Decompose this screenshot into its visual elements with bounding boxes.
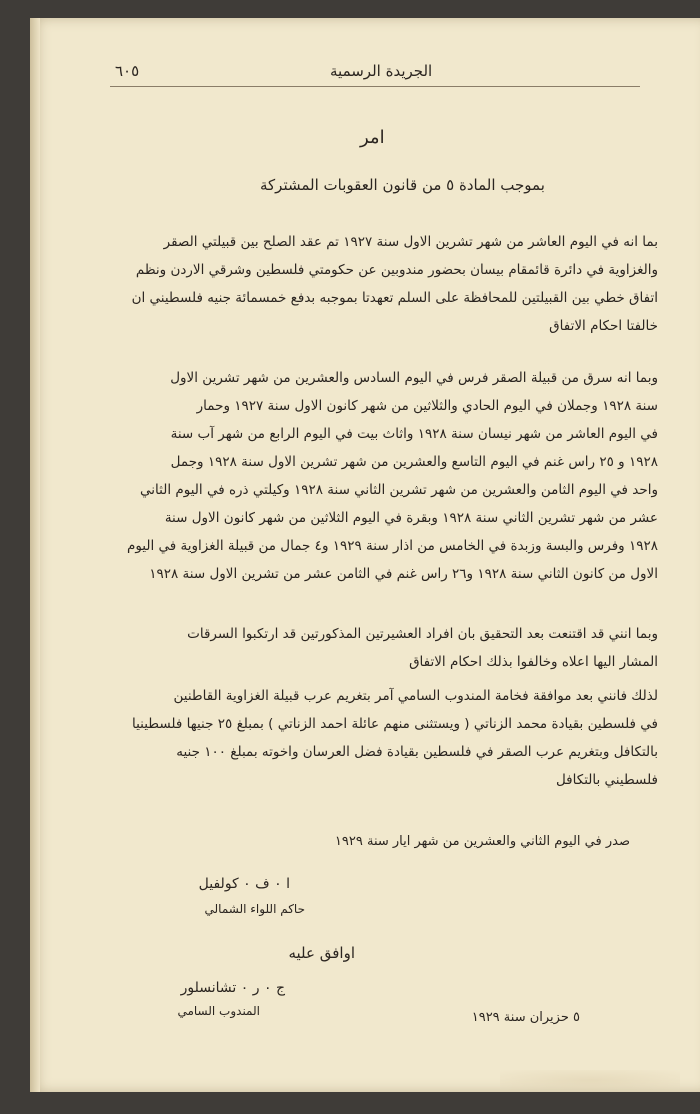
paragraph-investigation bbox=[93, 620, 658, 676]
paper-stain bbox=[500, 1070, 680, 1090]
paragraph-thefts bbox=[93, 364, 658, 588]
paragraph-line: في اليوم العاشر من شهر نيسان سنة ١٩٢٨ واثاث بيت في اليوم الرابع من شهر آب سنة bbox=[170, 426, 658, 442]
order-title: امر bbox=[360, 127, 385, 148]
paragraph-line: الاول من كانون الثاني سنة ١٩٢٨ و٢٦ راس غنم في الثامن عشر من تشرين الاول سنة ١٩٢٨ bbox=[149, 566, 658, 582]
page-number: ٦٠٥ bbox=[115, 62, 140, 80]
paragraph-line: خالفتا احكام الاتفاق bbox=[549, 318, 658, 334]
paragraph-line: فلسطيني بالتكافل bbox=[555, 772, 658, 788]
paragraph-line: بالتكافل وبتغريم عرب الصقر في فلسطين بقيادة فضل العرسان واخوته بمبلغ ١٠٠ جنيه bbox=[176, 744, 658, 760]
signer-high-commissioner-name: ج ٠ ر ٠ تشانسلور bbox=[180, 980, 285, 996]
page-gutter bbox=[30, 18, 40, 1092]
paragraph-line: اتفاق خطي بين القبيلتين للمحافظة على السلم تعهدتا بموجبه بدفع خمسمائة جنيه فلسطيني ان bbox=[131, 290, 658, 306]
paragraph-line: عشر من شهر تشرين الثاني سنة ١٩٢٨ وبقرة في اليوم الثلاثين من شهر كانون الاول سنة bbox=[164, 510, 658, 526]
paragraph-line: ١٩٢٨ وفرس والبسة وزبدة في الخامس من اذار سنة ١٩٢٩ و٤ جمال من قبيلة الغزاوية في اليوم bbox=[126, 538, 658, 554]
paragraph-line: بما انه في اليوم العاشر من شهر تشرين الاول سنة ١٩٢٧ تم عقد الصلح بين قبيلتي الصقر bbox=[163, 234, 658, 250]
paragraph-line: لذلك فانني بعد موافقة فخامة المندوب السامي آمر بتغريم عرب قبيلة الغزاوية القاطنين bbox=[173, 688, 658, 704]
paragraph-line: المشار اليها اعلاه وخالفوا بذلك احكام الاتفاق bbox=[409, 654, 658, 670]
paragraph-line: والغزاوية في دائرة قائمقام بيسان بحضور مندوبين عن حكومتي فلسطين وشرقي الاردن ونظم bbox=[135, 262, 658, 278]
signer-district-commissioner-title: حاكم اللواء الشمالي bbox=[204, 902, 305, 916]
paragraph-line: في فلسطين بقيادة محمد الزناتي ( ويستثنى منهم عائلة احمد الزناتي ) بمبلغ ٢٥ جنيها فلسطينيا bbox=[131, 716, 658, 732]
paragraph-line: سنة ١٩٢٨ وجملان في اليوم الحادي والثلاثين من شهر كانون الاول سنة ١٩٢٧ وحمار bbox=[196, 398, 658, 414]
paragraph-fines bbox=[93, 682, 658, 794]
approval-label: اوافق عليه bbox=[288, 944, 355, 962]
paragraph-line: ١٩٢٨ و ٢٥ راس غنم في اليوم التاسع والعشرين من شهر تشرين الاول سنة ١٩٢٨ وجمل bbox=[170, 454, 658, 470]
paragraph-peace-agreement bbox=[93, 228, 658, 340]
paragraph-line: وبما انني قد اقتنعت بعد التحقيق بان افراد العشيرتين المذكورتين قد ارتكبوا السرقات bbox=[187, 626, 658, 642]
paragraph-line: واحد في اليوم الثامن والعشرين من شهر تشرين الثاني سنة ١٩٢٨ وكيلتي ذره في اليوم الثاني bbox=[140, 482, 658, 498]
approval-date: ٥ حزيران سنة ١٩٢٩ bbox=[471, 1010, 580, 1025]
order-subtitle: بموجب المادة ٥ من قانون العقوبات المشتركة bbox=[260, 176, 545, 194]
header-title: الجريدة الرسمية bbox=[330, 62, 433, 80]
signer-high-commissioner-title: المندوب السامي bbox=[177, 1004, 260, 1018]
paragraph-line: وبما انه سرق من قبيلة الصقر فرس في اليوم السادس والعشرين من شهر تشرين الاول bbox=[170, 370, 658, 386]
issued-date: صدر في اليوم الثاني والعشرين من شهر ايار سنة ١٩٢٩ bbox=[334, 834, 630, 849]
signer-district-commissioner-name: ا ٠ ف ٠ كولفيل bbox=[198, 876, 290, 892]
